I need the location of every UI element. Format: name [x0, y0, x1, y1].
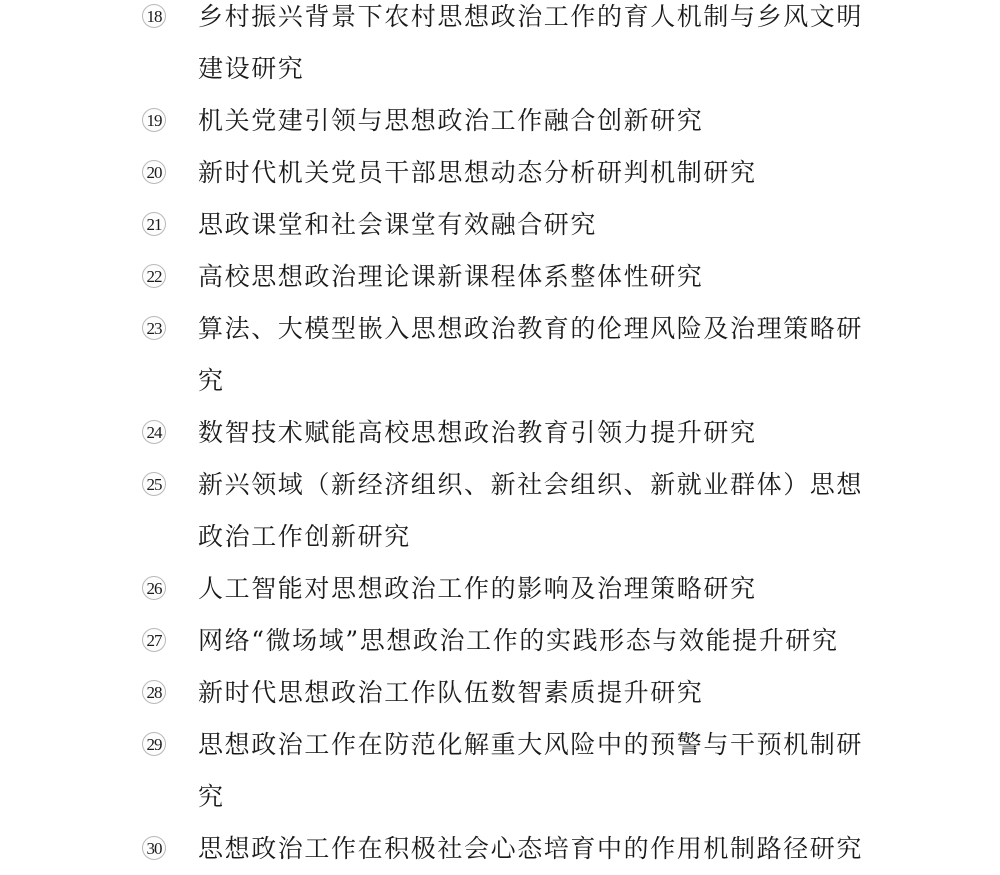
- topic-title: 新兴领域（新经济组织、新社会组织、新就业群体）思想政治工作创新研究: [198, 470, 864, 551]
- topic-title: 新时代机关党员干部思想动态分析研判机制研究: [198, 158, 757, 187]
- list-item: [142, 303, 882, 407]
- list-item: [142, 407, 882, 459]
- list-item: [142, 823, 882, 875]
- list-item: [142, 615, 882, 667]
- topic-title: 新时代思想政治工作队伍数智素质提升研究: [198, 678, 704, 707]
- list-item: [142, 0, 882, 95]
- circled-number-badge: 30: [142, 836, 166, 860]
- list-item: [142, 459, 882, 563]
- research-topic-list: [142, 0, 882, 875]
- circled-number-badge: 27: [142, 628, 166, 652]
- list-item: [142, 95, 882, 147]
- list-item: [142, 719, 882, 823]
- circled-number-badge: 20: [142, 160, 166, 184]
- topic-title: 机关党建引领与思想政治工作融合创新研究: [198, 106, 704, 135]
- topic-title: 思想政治工作在防范化解重大风险中的预警与干预机制研究: [198, 730, 864, 811]
- topic-title: 乡村振兴背景下农村思想政治工作的育人机制与乡风文明建设研究: [198, 2, 864, 83]
- circled-number-badge: 25: [142, 472, 166, 496]
- topic-title: 算法、大模型嵌入思想政治教育的伦理风险及治理策略研究: [198, 314, 864, 395]
- circled-number-badge: 23: [142, 316, 166, 340]
- topic-title: 思想政治工作在积极社会心态培育中的作用机制路径研究: [198, 834, 864, 863]
- circled-number-badge: 19: [142, 108, 166, 132]
- topic-title: 高校思想政治理论课新课程体系整体性研究: [198, 262, 704, 291]
- list-item: [142, 667, 882, 719]
- list-item: [142, 199, 882, 251]
- circled-number-badge: 18: [142, 4, 166, 28]
- topic-title: 数智技术赋能高校思想政治教育引领力提升研究: [198, 418, 757, 447]
- circled-number-badge: 28: [142, 680, 166, 704]
- list-item: [142, 563, 882, 615]
- topic-title: 网络“微场域”思想政治工作的实践形态与效能提升研究: [198, 626, 839, 655]
- topic-title: 思政课堂和社会课堂有效融合研究: [198, 210, 598, 239]
- list-item: [142, 147, 882, 199]
- circled-number-badge: 22: [142, 264, 166, 288]
- circled-number-badge: 21: [142, 212, 166, 236]
- circled-number-badge: 29: [142, 732, 166, 756]
- circled-number-badge: 26: [142, 576, 166, 600]
- list-item: [142, 251, 882, 303]
- circled-number-badge: 24: [142, 420, 166, 444]
- topic-title: 人工智能对思想政治工作的影响及治理策略研究: [198, 574, 757, 603]
